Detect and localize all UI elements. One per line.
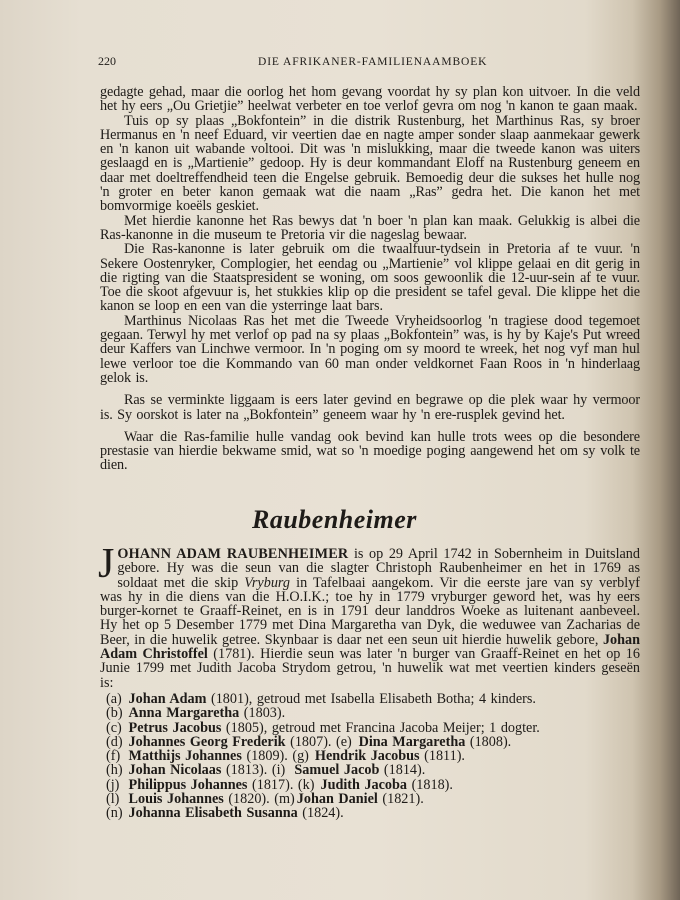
child-label: (f) — [106, 748, 121, 765]
entry-intro — [98, 541, 641, 691]
child-name: Johannes Georg Frederik — [128, 733, 286, 750]
child-label: (e) — [336, 733, 352, 750]
running-title: DIE AFRIKANER-FAMILIENAAMBOEK — [258, 56, 488, 68]
child-label: (k) — [297, 776, 315, 793]
child-name: Philippus Johannes — [128, 776, 248, 793]
drop-cap: J — [98, 541, 115, 587]
child-detail: (1821). — [377, 791, 424, 808]
child-detail: (1801), getroud met Isabella Elisabeth Botha; 4 kinders. — [206, 690, 536, 707]
child-name: Samuel Jacob — [294, 762, 380, 779]
paragraph: Tuis op sy plaas „Bokfontein” in die distrik Rustenburg, het Marthinus Ras, sy broer Hermanus en 'n neef Eduard, vir veertien dae en nagte amper sonder slaap aanmekaar gewerk en 'n kanon uit wabande voltooi. Dit was 'n mislukking, maar die tweede kanon was uiters geslaagd en is „Martienie” gedoop. Hy is deur kommandant Eloff na Rustenburg geneem en daar met doeltreffendheid teen die Engelse gebruik. Bemoedig deur die sukses het hulle nog 'n groter en beter kanon gemaak wat die naam „Ras” gedra het. Die kanon het met bomvormige koeëls geskiet. — [100, 112, 640, 215]
child-label: (i) — [271, 762, 286, 779]
child-row — [106, 806, 640, 820]
child-row — [106, 692, 640, 706]
son-name: Johan Adam Christoffel — [100, 631, 641, 663]
child-row — [106, 749, 640, 763]
child-name: Johan Nicolaas — [128, 762, 222, 779]
child-name: Matthijs Johannes — [128, 748, 242, 765]
child-label: (c) — [106, 719, 122, 736]
child-name: Johan Daniel — [296, 791, 378, 808]
child-row — [106, 792, 640, 806]
child-detail: (1807). — [285, 733, 332, 750]
child-detail: (1814). — [379, 762, 426, 779]
paragraph: Die Ras-kanonne is later gebruik om die twaalfuur-tydsein in Pretoria af te vuur. 'n Sekere Oostenryker, Complogier, het eendag ou „Martienie” vol klippe gelaai en dit gerig in die rigting van die Staatspresident se woning, om soos gewoonlik die 12-uur-sein af te vuur. Toe die skoot afgevuur is, het stukkies klip op die president se tafel geval. Die klippe het die kanon se loop en een van die ysterringe laat bars. — [100, 241, 640, 315]
child-label: (d) — [106, 733, 123, 750]
child-row — [106, 763, 640, 777]
paragraph: Met hierdie kanonne het Ras bewys dat 'n boer 'n plan kan maak. Gelukkig is albei die Ras-kanonne in die museum te Pretoria vir die nageslag bewaar. — [100, 212, 640, 243]
child-detail: (1817). — [247, 776, 294, 793]
child-name: Judith Jacoba — [320, 776, 408, 793]
paragraph: gedagte gehad, maar die oorlog het hom gevang voordat hy sy plan kon uitvoer. In die veld het hy eers „Ou Grietjie” heelwat verbeter en toe verlof gevra om nog 'n kanon te gaan maak. — [100, 84, 640, 115]
child-detail: (1813). — [221, 762, 268, 779]
paragraph: Ras se verminkte liggaam is eers later gevind en begrawe op die plek waar hy vermoor is. Sy oorskot is later na „Bokfontein” geneem waar hy 'n ere-rusplek gevind het. — [100, 392, 640, 423]
raubenheimer-entry — [98, 541, 641, 822]
paragraph: Waar die Ras-familie hulle vandag ook bevind kan hulle trots wees op die besondere prestasie van hierdie bekwame smid, wat so 'n moedige poging aangewend het om sy volk te dien. — [100, 428, 640, 474]
page-number: 220 — [98, 54, 116, 68]
ship-name: Vryburg — [244, 574, 291, 591]
child-label: (a) — [106, 690, 122, 707]
child-label: (g) — [292, 748, 309, 765]
ras-article-text — [100, 85, 640, 473]
child-name: Johan Adam — [128, 690, 207, 707]
child-name: Anna Margaretha — [128, 705, 240, 722]
child-detail: (1820). — [223, 791, 270, 808]
child-label: (n) — [106, 805, 123, 822]
child-name: Louis Johannes — [128, 791, 224, 808]
child-label: (h) — [106, 762, 123, 779]
child-label: (j) — [106, 776, 120, 793]
child-name: Dina Margaretha — [358, 733, 466, 750]
child-detail: (1824). — [297, 805, 344, 822]
children-list — [100, 692, 640, 821]
child-detail: (1818). — [407, 776, 453, 793]
child-detail: (1803). — [239, 705, 286, 722]
child-row — [106, 706, 640, 720]
child-label: (l) — [106, 791, 120, 808]
intro-text: in Tafelbaai aangekom. Vir die eerste jare van sy verblyf was hy in die diens van die H.O.I.K.; toe hy in 1779 vryburger geword het, was hy eers burger-kornet te Graaff-Reinet, en is in 1791 deur landdros Woeke as luitenant aanbeveel. Hy het op 5 Desember 1779 met Dina Margaretha van Dyk, die weduwee van Zacharias de Beer, in die huwelik getree. Skynbaar is daar net een seun uit hierdie huwelik gebore, — [100, 574, 640, 648]
running-head — [0, 54, 680, 74]
child-row — [106, 721, 640, 735]
child-detail: (1809). — [241, 748, 288, 765]
child-detail: (1805), getroud met Francina Jacoba Meijer; 1 dogter. — [221, 719, 540, 736]
child-row — [106, 778, 640, 792]
intro-text: (1781). Hierdie seun was later 'n burger van Graaff-Reinet en het op 16 Junie 1799 met Judith Jacoba Strydom getrou, 'n huwelik wat met veertien kinders geseën is: — [100, 646, 640, 691]
child-name: Johanna Elisabeth Susanna — [128, 805, 298, 822]
child-name: Hendrik Jacobus — [314, 748, 420, 765]
child-detail: (1808). — [465, 733, 512, 750]
section-heading: Raubenheimer — [252, 505, 417, 534]
child-label: (b) — [106, 705, 123, 722]
child-name: Petrus Jacobus — [128, 719, 222, 736]
child-row — [106, 735, 640, 749]
child-detail: (1811). — [419, 748, 465, 765]
child-label: (m) — [274, 791, 295, 808]
progenitor-name: OHANN ADAM RAUBENHEIMER — [117, 546, 349, 562]
paragraph: Marthinus Nicolaas Ras het met die Tweede Vryheidsoorlog 'n tragiese dood tegemoet gegaan. Terwyl hy met verlof op pad na sy plaas „Bokfontein” was, is hy by Kaje's Put wreed deur Kaffers van Linchwe vermoor. In 'n poging om sy moord te wreek, het nog vyf man hul lewe verloor toe die Kommando van 60 man onder veldkornet Faan Roos in 'n hinderlaag gelok is. — [100, 312, 640, 386]
intro-text: is op 29 April 1742 in Sobernheim in Duitsland gebore. Hy was die seun van die slagter Christoph Raubenheimer en het in 1769 as soldaat met die skip — [117, 546, 640, 591]
